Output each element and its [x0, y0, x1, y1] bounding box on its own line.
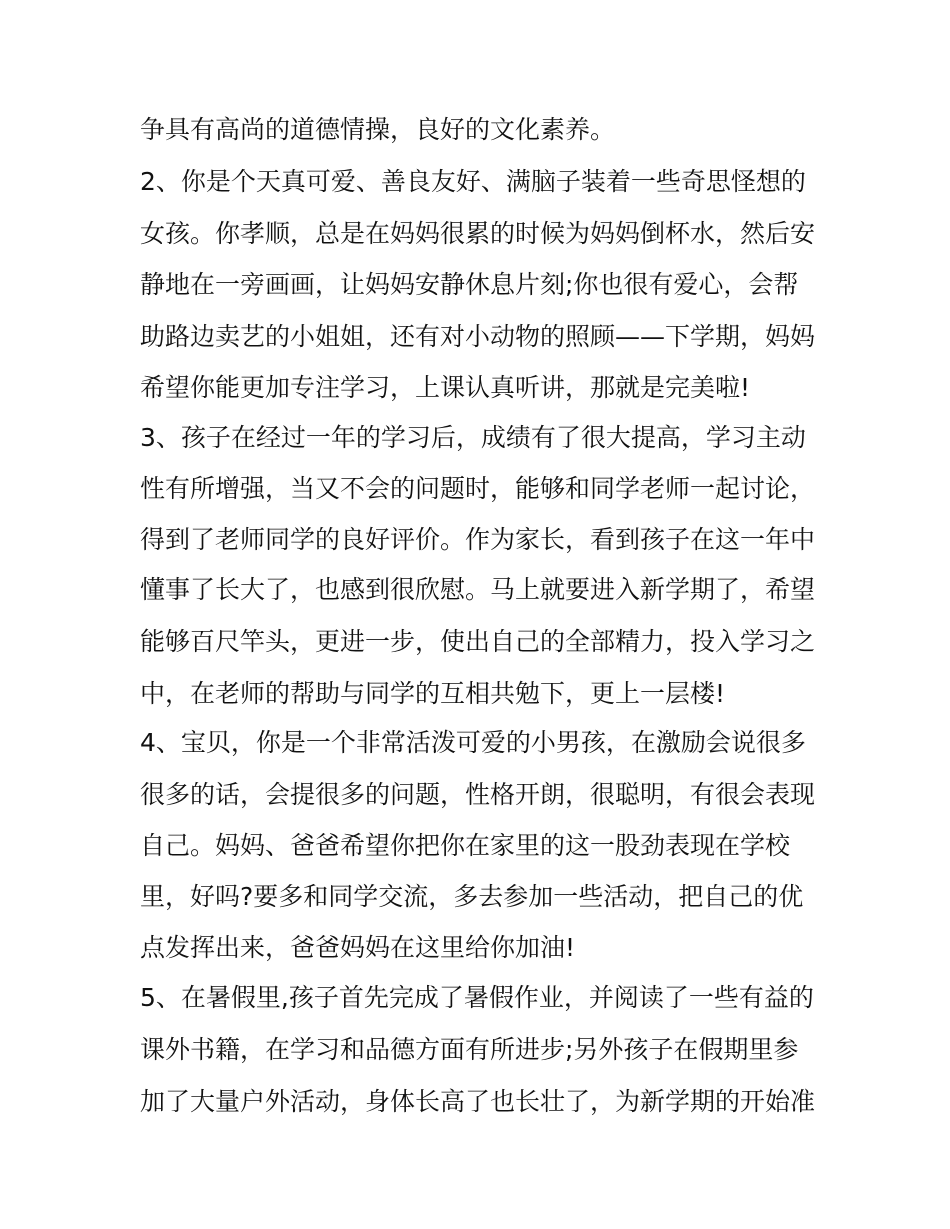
text-line-17: 点发挥出来，爸爸妈妈在这里给你加油! — [140, 933, 576, 962]
text-line-12: 中，在老师的帮助与同学的互相共勉下，更上一层楼! — [140, 679, 726, 708]
text-line-10: 懂事了长大了，也感到很欣慰。马上就要进入新学期了，希望 — [140, 575, 816, 604]
text-line-6: 希望你能更加专注学习，上课认真听讲，那就是完美啦! — [140, 373, 751, 402]
text-line-20: 加了大量户外活动，身体长高了也长壮了，为新学期的开始准 — [140, 1087, 816, 1116]
text-line-1: 争具有高尚的道德情操，良好的文化素养。 — [140, 115, 616, 144]
text-line-16: 里，好吗?要多和同学交流，多去参加一些活动，把自己的优 — [140, 882, 804, 911]
text-line-18: 5、在暑假里,孩子首先完成了暑假作业，并阅读了一些有益的 — [140, 983, 814, 1012]
text-line-7: 3、孩子在经过一年的学习后，成绩有了很大提高，学习主动 — [140, 423, 806, 452]
text-line-14: 很多的话，会提很多的问题，性格开朗，很聪明，有很会表现 — [140, 780, 816, 809]
text-line-19: 课外书籍，在学习和品德方面有所进步;另外孩子在假期里参 — [140, 1035, 799, 1064]
text-line-11: 能够百尺竿头，更进一步，使出自己的全部精力，投入学习之 — [140, 627, 816, 656]
text-line-3: 女孩。你孝顺，总是在妈妈很累的时候为妈妈倒杯水，然后安 — [140, 219, 816, 248]
text-line-4: 静地在一旁画画，让妈妈安静休息片刻;你也很有爱心，会帮 — [140, 270, 799, 299]
text-line-2: 2、你是个天真可爱、善良友好、满脑子装着一些奇思怪想的 — [140, 167, 806, 196]
text-line-5: 助路边卖艺的小姐姐，还有对小动物的照顾——下学期，妈妈 — [140, 322, 816, 351]
text-line-9: 得到了老师同学的良好评价。作为家长，看到孩子在这一年中 — [140, 525, 816, 554]
text-line-13: 4、宝贝，你是一个非常活泼可爱的小男孩，在激励会说很多 — [140, 728, 806, 757]
text-line-15: 自己。妈妈、爸爸希望你把你在家里的这一股劲表现在学校 — [140, 831, 791, 860]
text-line-8: 性有所增强，当又不会的问题时，能够和同学老师一起讨论， — [140, 474, 816, 503]
